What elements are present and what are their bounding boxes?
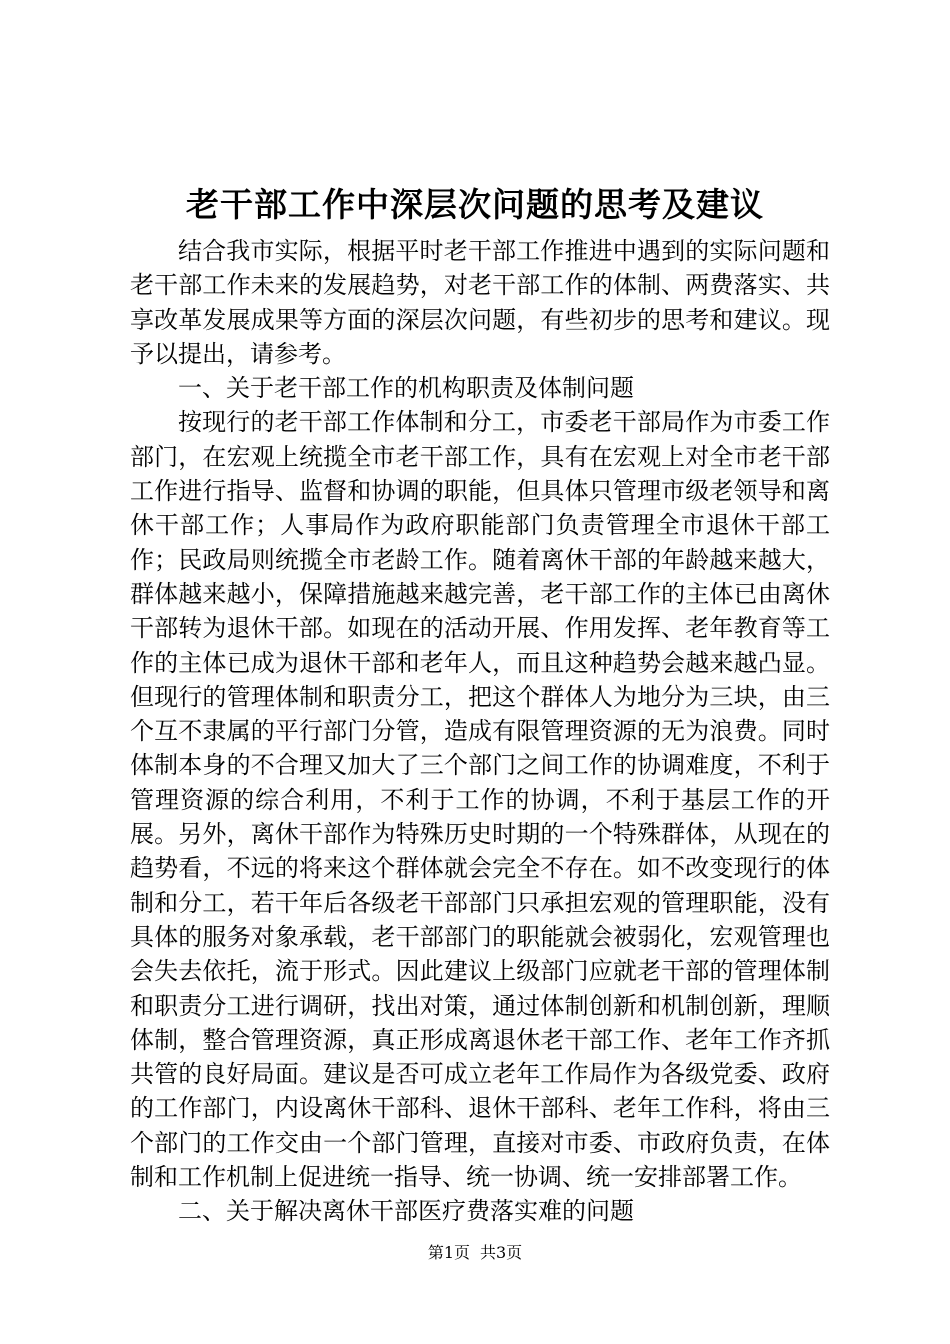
page-total: 共3页 (480, 1243, 523, 1262)
page-footer (0, 1242, 950, 1264)
section-heading-2: 二、关于解决离休干部医疗费落实难的问题 (178, 1197, 634, 1226)
page-number: 第1页 (427, 1243, 470, 1262)
section-1-paragraph: 按现行的老干部工作体制和分工，市委老干部局作为市委工作部门，在宏观上统揽全市老干部工作，具有在宏观上对全市老干部工作进行指导、监督和协调的职能，但具体只管理市级老领导和离休干部工作；人事局作为政府职能部门负责管理全市退休干部工作；民政局则统揽全市老龄工作。随着离休干部的年龄越来越大，群体越来越小，保障措施越来越完善，老干部工作的主体已由离休干部转为退休干部。如现在的活动开展、作用发挥、老年教育等工作的主体已成为退休干部和老年人，而且这种趋势会越来越凸显。但现行的管理体制和职责分工，把这个群体人为地分为三块，由三个互不隶属的平行部门分管，造成有限管理资源的无为浪费。同时体制本身的不合理又加大了三个部门之间工作的协调难度，不利于管理资源的综合利用，不利于工作的协调，不利于基层工作的开展。另外，离休干部作为特殊历史时期的一个特殊群体，从现在的趋势看，不远的将来这个群体就会完全不存在。如不改变现行的体制和分工，若干年后各级老干部部门只承担宏观的管理职能，没有具体的服务对象承载，老干部部门的职能就会被弱化，宏观管理也会失去依托，流于形式。因此建议上级部门应就老干部的管理体制和职责分工进行调研，找出对策，通过体制创新和机制创新，理顺体制，整合管理资源，真正形成离退休老干部工作、老年工作齐抓共管的良好局面。建议是否可成立老年工作局作为各级党委、政府的工作部门，内设离休干部科、退休干部科、老年工作科，将由三个部门的工作交由一个部门管理，直接对市委、市政府负责，在体制和工作机制上促进统一指导、统一协调、统一安排部署工作。 (130, 408, 830, 1192)
section-heading-1: 一、关于老干部工作的机构职责及体制问题 (178, 374, 634, 403)
intro-paragraph: 结合我市实际，根据平时老干部工作推进中遇到的实际问题和老干部工作未来的发展趋势，对老干部工作的体制、两费落实、共享改革发展成果等方面的深层次问题，有些初步的思考和建议。现予以提出，请参考。 (130, 237, 830, 368)
document-title: 老干部工作中深层次问题的思考及建议 (186, 185, 764, 224)
document-body (130, 234, 830, 1229)
